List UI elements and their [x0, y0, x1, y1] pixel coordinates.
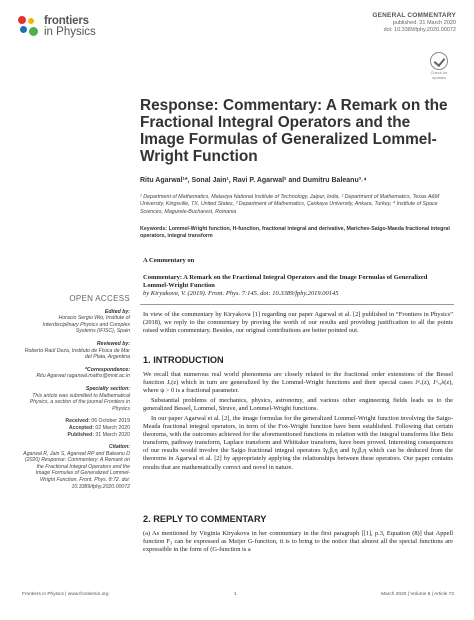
- authors: Ritu Agarwal¹*, Sonal Jain¹, Ravi P. Agarwal² and Dumitru Baleanu³˒⁴: [140, 177, 367, 184]
- correspondence[interactable]: Ritu Agarwal ragarwal.maths@mnit.ac.in: [36, 373, 130, 380]
- divider: [140, 304, 454, 305]
- published-date-sidebar: 31 March 2020: [93, 431, 130, 438]
- received-date: 06 October 2019: [89, 418, 130, 425]
- published-line: [22, 432, 130, 439]
- section-heading-reply: 2. REPLY TO COMMENTARY: [143, 514, 267, 524]
- correspondence-label: *Correspondence:: [85, 366, 130, 373]
- article-type: GENERAL COMMENTARY: [372, 12, 456, 19]
- journal-logo: [18, 16, 96, 38]
- paragraph-2: Substantial problems of mechanics, physics, astronomy, and various other engineering fields leads us to the generalized Bessel, Lommel, Struve, and Lommel-Wright functions.: [143, 397, 453, 413]
- section-heading-introduction: 1. INTRODUCTION: [143, 355, 224, 365]
- specialty-label: Specialty section:: [85, 385, 130, 392]
- footer-journal[interactable]: Frontiers in Physics | www.frontiersin.org: [22, 592, 109, 597]
- commentary-reference: [143, 274, 453, 299]
- logo-name: frontiers: [44, 15, 89, 27]
- reference-citation[interactable]: by Kiryakova, V. (2019). Front. Phys. 7:145. doi: 10.3389/fphy.2019.00145: [143, 290, 339, 298]
- logo-subtitle: in Physics: [44, 26, 96, 38]
- accepted-line: [22, 425, 130, 432]
- received-label: Received:: [65, 418, 90, 425]
- article-title: Response: Commentary: A Remark on the Fractional Integral Operators and the Image Formulas of Generalized Lommel-Wright Function: [140, 97, 448, 165]
- commentary-on-label: A Commentary on: [143, 257, 195, 264]
- page-header: [0, 0, 474, 80]
- footer-issue: March 2020 | Volume 8 | Article 72: [381, 592, 454, 597]
- citation: Agarwal R, Jain S, Agarwal RP and Baleanu D (2020) Response: Commentary: A Remark on the Fractional Integral Operators and the Image Formulas of Generalized Lommel-Wright Function. Front. Phys. 8:72. doi: 10.3389/fphy.2020.00072: [23, 450, 130, 490]
- received-line: [22, 418, 130, 425]
- reviewed-by: Roberto Raúl Deza, Instituto de Física de Mar del Plata, Argentina: [24, 347, 130, 361]
- citation-label: Citation:: [108, 444, 130, 451]
- frontiers-logo-icon: [18, 16, 40, 38]
- paragraph-3: In our paper Agarwal et al. [2], the image formulas for the generalized Lommel-Wright function involving the Saigo-Meada fractional integral operators, in term of the Fox-Wright function have been established. Following that certain theorems, with the outcomes achieved for the aforementioned functions in relation with the integral transforms like Beta transform, pathway transform, Laplace transform and Whittaker transform, have been proved. Interesting consequences of our results would involve the Saigo fractional integral operators Iγ,β,η and Iγ,β,η which can be deduced from the theorems in Agarwal et al. [2] by appropriately applying the relationships between these operators. Our paper contains results that are mathematically correct and novel in nature.: [143, 415, 453, 471]
- article-meta: [372, 12, 456, 35]
- specialty-section: This article was submitted to Mathematical Physics, a section of the journal Frontiers in Physics: [29, 392, 130, 412]
- affiliations: ¹ Department of Mathematics, Malaviya National Institute of Technology, Jaipur, India, ² Department of Mathematics, Texas A&M University, Kingsville, TX, United States, ³ Department of Mathematics, Çankaya University, Ankara, Turkey, ⁴ Institute of Space Sciences, Magurele-Bucharest, Romania: [140, 194, 440, 215]
- paragraph-1: We recall that numerous real world phenomena are closely related to the fractional order extensions of the Bessel function Jᵥ(z) which in turn are generalized by the Lommel-Wright functions and their special cases Jᵘᵥ(z), Jᵘᵥ,λ(z), where ψ > 0 is a fractional parameter.: [143, 371, 453, 395]
- paragraph-4: (a) As mentioned by Virginia Kiryakova in her commentary in the first paragraph [[1], p.3, Equation (8)] that Appell function F₃ can be expressed as Meijer G-function, it is to bring to the notice that almost all the special functions are expressible in the form of (G-function is a: [143, 530, 453, 554]
- doi-link[interactable]: doi: 10.3389/fphy.2020.00072: [383, 27, 456, 33]
- published-label: Published:: [67, 431, 94, 438]
- reviewed-label: Reviewed by:: [96, 340, 130, 347]
- edited-by: Horacio Sergio Wio, Institute of Interdisciplinary Physics and Complex Systems (IFISC), Spain: [42, 315, 130, 335]
- keywords: [140, 226, 452, 241]
- open-access-badge: OPEN ACCESS: [69, 294, 130, 303]
- keywords-text: Lommel-Wright function, H-function, fractional integral and derivative, Marichev-Saigo-Maeda fractional integral operators, integral transform: [140, 226, 450, 240]
- intro-paragraph: In view of the commentary by Kiryakova [1] regarding our paper Agarwal et al. [2] published in “Frontiers in Physics” (2018), we reply to the commentary by proving the worth of our results and providing justification to all the points raised within commentary. Besides, our original contributions are better pointed out.: [143, 311, 453, 335]
- accepted-label: Accepted:: [68, 424, 94, 431]
- sidebar: [22, 296, 130, 490]
- accepted-date: 02 March 2020: [93, 424, 130, 431]
- edited-label: Edited by:: [104, 308, 130, 315]
- keywords-label: Keywords:: [140, 226, 168, 232]
- published-date: published: 31 March 2020: [392, 19, 456, 26]
- reference-title: Commentary: A Remark on the Fractional Integral Operators and the Image Formulas of Generalized Lommel-Wright Function: [143, 274, 428, 290]
- page-number: 1: [234, 592, 237, 597]
- check-updates-icon[interactable]: [430, 52, 448, 70]
- check-updates-label[interactable]: Check for updates: [430, 70, 448, 80]
